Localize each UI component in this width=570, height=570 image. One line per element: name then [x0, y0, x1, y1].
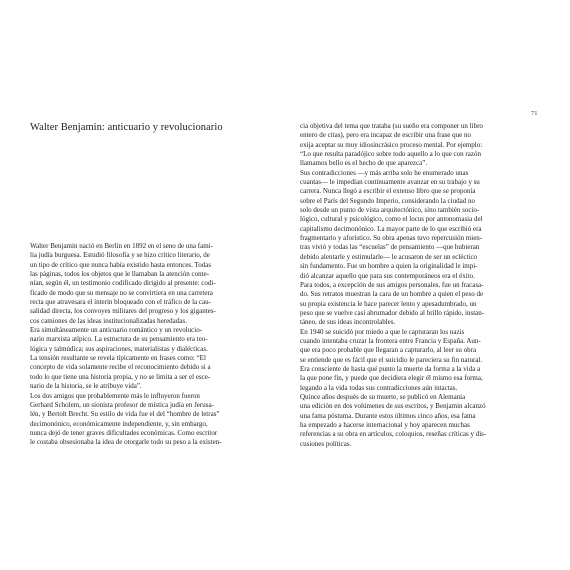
text-line: una edición en dos volúmenes de sus escritos, y Benjamin alcanzó — [300, 402, 486, 411]
page-number: 71 — [531, 110, 538, 117]
text-line: sobre el París del Segundo Imperio, considerando la ciudad no — [300, 196, 475, 205]
text-line: La tensión resultante se revela típicamente en frases como: “El — [30, 354, 206, 363]
text-line: Para todos, a excepción de sus amigos personales, fue un fracasa- — [300, 280, 484, 289]
text-line: solo desde un punto de vista arquitectónico, sino también socio- — [300, 206, 480, 215]
text-line: la que pone fin, y puede que decidiera elegir él mismo esa forma, — [300, 374, 483, 383]
text-line: un tipo de crítico que nunca había existido hasta entonces. Todas — [30, 260, 212, 269]
text-line: dió alcanzar aquello que para sus contemporáneos era el éxito. — [300, 271, 475, 280]
text-line: táneo, de sus ideas incontrolables. — [300, 318, 396, 327]
text-line: “Lo que resulta paradójico sobre todo aquello a lo que con razón — [300, 150, 481, 159]
text-line: cia objetiva del tema que trataba (su sueño era componer un libro — [300, 122, 483, 130]
text-line: cos camiones de las ideas institucionalizadas heredadas. — [30, 316, 187, 325]
right-page — [285, 0, 570, 570]
text-line: debido alentarle y estimularle— le acusaron de ser un ecléctico — [300, 252, 478, 261]
text-line: una fama póstuma. Durante estos últimos cinco años, esa fama — [300, 411, 476, 420]
text-line: le costaba obsesionaba la idea de otorgarle todo su peso a la existen- — [30, 438, 222, 447]
text-line: En 1940 se suicidó por miedo a que le capturaran los nazis — [300, 327, 465, 336]
text-line: salidad directa, los convoyes militares del progreso y los gigantes- — [30, 307, 216, 316]
text-line: Quince años después de su muerte, se publicó en Alemania — [300, 392, 466, 401]
text-line: Walter Benjamin nació en Berlín en 1892 en el seno de una fami- — [30, 242, 213, 250]
text-line: concepto de vida solamente recibe el reconocimiento debido si a — [30, 363, 211, 372]
text-line: exija aceptar su muy idiosincrásico proceso mental. Por ejemplo: — [300, 140, 483, 149]
right-text-column — [300, 122, 486, 449]
text-line: las páginas, todos los objetos que le llamaban la atención conte- — [30, 270, 210, 279]
left-text-column — [30, 242, 222, 448]
text-line: lén, y Bertolt Brecht. Su estilo de vida fue el del “hombre de letras” — [30, 410, 220, 419]
text-line: referencias a su obra en artículos, coloquios, reseñas críticas y dis- — [300, 430, 487, 439]
text-line: llamamos bello es el hecho de que aparezca”. — [300, 159, 428, 168]
text-line: Gerhard Scholem, un sionista profesor de mística judía en Jerusa- — [30, 400, 214, 409]
text-line: decimonónico, económicamente independiente, y, sin embargo, — [30, 419, 208, 428]
text-line: lógica y talmúdica; sus aspiraciones, materialistas y dialécticas. — [30, 344, 208, 353]
text-line: se entiende que es fácil que el suicidio le pareciera su fin natural. — [300, 355, 483, 364]
text-line: legando a la vida todas sus contradicciones aún intactas. — [300, 383, 458, 392]
text-line: peso que se vuelve casi abrumador debido al brillo rápido, instan- — [300, 308, 485, 317]
text-line: cusiones políticas. — [300, 439, 352, 448]
text-line: todo lo que tiene una historia propia, y no se limita a ser el esce- — [30, 372, 211, 381]
text-line: que era poco probable que llegaran a capturarlo, al leer su obra — [300, 346, 477, 355]
text-line: cuando intentaba cruzar la frontera entre Francia y España. Aun- — [300, 336, 481, 345]
text-line: capitalismo decimonónico. La mayor parte de lo que escribió era — [300, 224, 482, 233]
text-line: Era consciente de hasta qué punto la muerte da forma a la vida a — [300, 364, 481, 373]
text-line: carrera. Nunca llegó a escribir el extenso libro que se proponía — [300, 187, 476, 196]
text-line: nunca dejó de tener graves dificultades económicas. Como escritor — [30, 428, 218, 437]
text-line: Era simultáneamente un anticuario romántico y un revolucio- — [30, 326, 203, 335]
text-line: fragmentario y aforístico. Su obra apenas tuvo repercusión mien- — [300, 234, 483, 243]
text-line: tras vivió y todas las “escuelas” de pensamiento —que hubieran — [300, 243, 480, 252]
text-line: ficado de modo que su mensaje no se convirtiera en una carretera — [30, 288, 213, 297]
text-line: nario marxista atípico. La estructura de su pensamiento era teo- — [30, 335, 208, 344]
text-line: nían, según él, un testimonio codificado dirigido al presente: codi- — [30, 279, 216, 288]
text-line: entero de citas), pero era incapaz de escribir una frase que no — [300, 131, 472, 140]
text-line: lia judía burguesa. Estudió filosofía y se hizo crítico literario, de — [30, 251, 210, 260]
text-line: sin fundamento. Fue un hombre a quien la originalidad le impi- — [300, 262, 478, 271]
text-line: Los dos amigos que probablemente más le influyeron fueron — [30, 391, 200, 400]
text-line: do. Sus retratos muestran la cara de un hombre a quien el peso de — [300, 290, 484, 299]
chapter-title: Walter Benjamin: anticuario y revolucionario — [30, 122, 223, 133]
text-line: Sus contradicciones —y más arriba solo he enumerado unas — [300, 168, 469, 177]
text-line: ha empezado a hacerse internacional y hoy aparecen muchas — [300, 421, 470, 429]
text-line: recta que atravesara el ínterin bloqueado con el tráfico de la cau- — [30, 298, 211, 307]
text-line: su propia existencia le hace parecer lento y apesadumbrado, un — [300, 299, 477, 308]
text-line: nario de la historia, se le atribuye vida”. — [30, 382, 142, 391]
text-line: lógico, cultural y psicológico, como el locus por antonomasia del — [300, 215, 483, 224]
text-line: cuantas— le impedían continuamente avanzar en su trabajo y su — [300, 178, 480, 187]
